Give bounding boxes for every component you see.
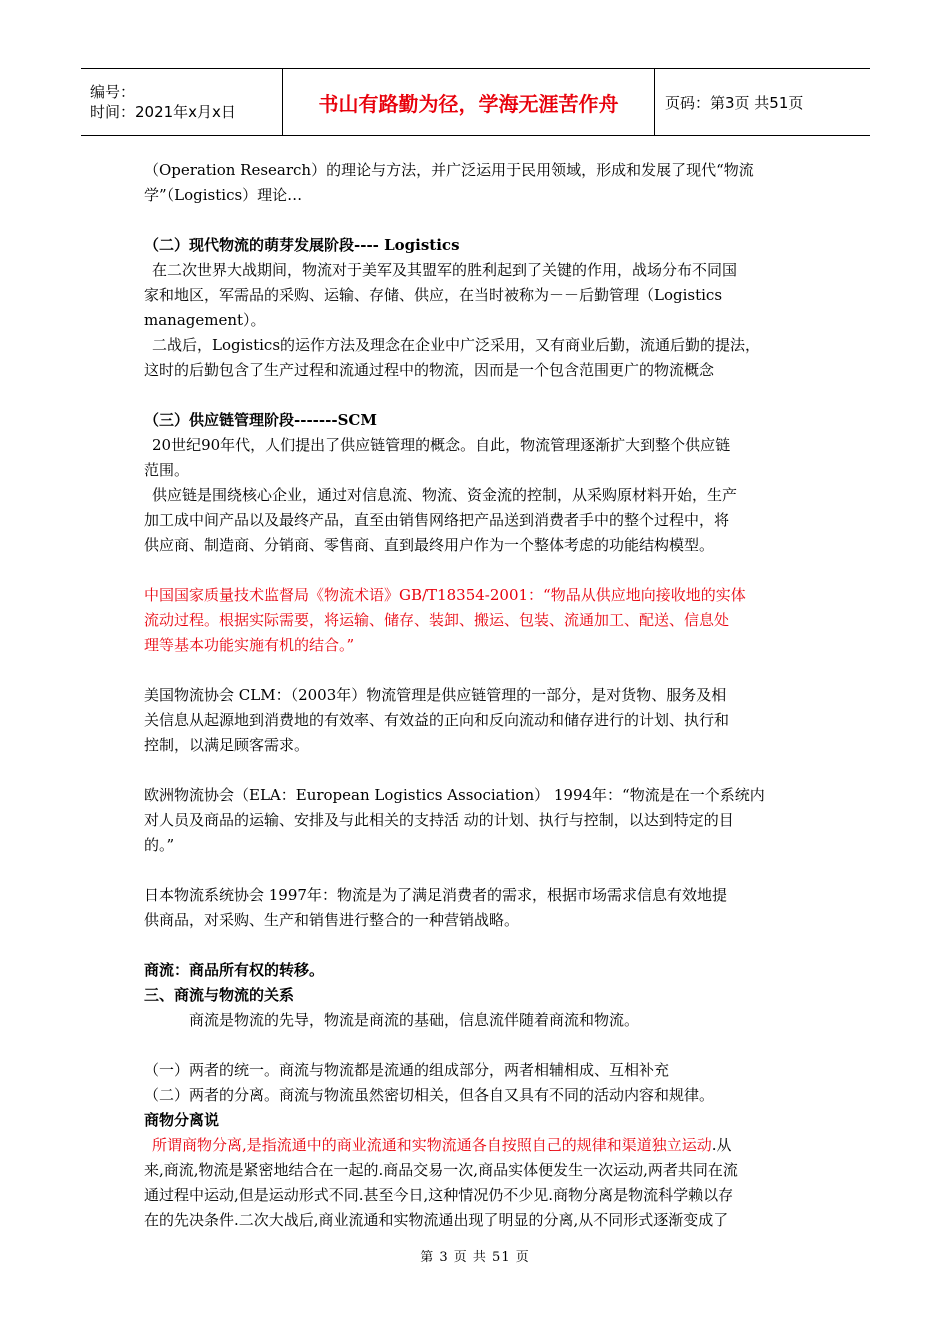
subheading-separation: 商物分离说: [144, 1111, 220, 1129]
page-header: [81, 68, 870, 136]
text-line: 通过程中运动,但是运动形式不同.甚至今日,这种情况仍不少见.商物分离是物流科学赖以存: [144, 1186, 734, 1204]
text-line: 供应商、制造商、分销商、零售商、直到最终用户作为一个整体考虑的功能结构模型。: [144, 536, 715, 554]
text-line: 20世纪90年代，人们提出了供应链管理的概念。自此，物流管理逐渐扩大到整个供应链: [152, 436, 731, 454]
motto-text: 书山有路勤为径，学海无涯苦作舟: [318, 91, 619, 116]
text-line: 范围。: [144, 461, 190, 479]
header-page-code: [655, 69, 870, 135]
text-line: 关信息从起源地到消费地的有效率、有效益的正向和反向流动和储存进行的计划、执行和: [144, 711, 730, 729]
text-line: 欧洲物流协会（ELA：European Logistics Association） 1994年：“物流是在一个系统内: [144, 786, 765, 804]
text-line: 学”（Logistics）理论…: [144, 186, 303, 204]
document-body: [144, 158, 814, 1233]
highlighted-text: 所谓商物分离,是指流通中的商业流通和实物流通各自按照自己的规律和渠道独立运动: [152, 1136, 712, 1154]
text-line: 商流是物流的先导，物流是商流的基础，信息流伴随着商流和物流。: [189, 1011, 640, 1029]
text-line: 理等基本功能实施有机的结合。”: [144, 636, 355, 654]
header-meta: [81, 69, 283, 135]
text-line: （二）两者的分离。商流与物流虽然密切相关，但各自又具有不同的活动内容和规律。: [144, 1086, 715, 1104]
text-line: [144, 1133, 814, 1158]
text-line: 日本物流系统协会 1997年：物流是为了满足消费者的需求，根据市场需求信息有效地提: [144, 886, 727, 904]
section-heading-relationship: 三、商流与物流的关系: [144, 986, 295, 1004]
text-line: 在的先决条件.二次大战后,商业流通和实物流通出现了明显的分离,从不同形式逐渐变成了: [144, 1211, 729, 1229]
serial-label: 编号：: [90, 83, 136, 101]
page-code-text: 页码：第3页 共51页: [665, 93, 804, 112]
header-motto: [283, 69, 655, 135]
text-line: 在二次世界大战期间，物流对于美军及其盟军的胜利起到了关键的作用，战场分布不同国: [152, 261, 738, 279]
page-footer: 第 3 页 共 51 页: [420, 1250, 530, 1265]
text-line: 对人员及商品的运输、安排及与此相关的支持活 动的计划、执行与控制，以达到特定的目: [144, 811, 734, 829]
text-line: 家和地区，军需品的采购、运输、存储、供应，在当时被称为－－后勤管理（Logistics: [144, 286, 723, 304]
text-line: management）。: [144, 311, 266, 329]
text-line: 中国国家质量技术监督局《物流术语》GB/T18354-2001：“物品从供应地向接收地的实体: [144, 586, 746, 604]
text-span: .从: [711, 1136, 732, 1154]
text-line: 控制，以满足顾客需求。: [144, 736, 310, 754]
section-heading-3: （三）供应链管理阶段-------SCM: [144, 411, 377, 429]
text-line: 流动过程。根据实际需要，将运输、储存、装卸、搬运、包装、流通加工、配送、信息处: [144, 611, 730, 629]
time-label: 时间：2021年x月x日: [90, 103, 236, 121]
text-line: 加工成中间产品以及最终产品，直至由销售网络把产品送到消费者手中的整个过程中，将: [144, 511, 730, 529]
text-line: 供商品，对采购、生产和销售进行整合的一种营销战略。: [144, 911, 520, 929]
text-line: 的。”: [144, 836, 175, 854]
text-line: 供应链是围绕核心企业，通过对信息流、物流、资金流的控制，从采购原材料开始，生产: [152, 486, 738, 504]
definition-heading: 商流：商品所有权的转移。: [144, 961, 325, 979]
text-line: 来,商流,物流是紧密地结合在一起的.商品交易一次,商品实体便发生一次运动,两者共同在流: [144, 1161, 738, 1179]
text-line: 美国物流协会 CLM：（2003年）物流管理是供应链管理的一部分，是对货物、服务及相: [144, 686, 727, 704]
text-line: （Operation Research）的理论与方法，并广泛运用于民用领域，形成和发展了现代“物流: [144, 161, 754, 179]
text-line: 二战后，Logistics的运作方法及理念在企业中广泛采用，又有商业后勤，流通后勤的提法，: [152, 336, 761, 354]
text-line: （一）两者的统一。商流与物流都是流通的组成部分，两者相辅相成、互相补充: [144, 1061, 670, 1079]
section-heading-2: （二）现代物流的萌芽发展阶段---- Logistics: [144, 236, 460, 254]
text-line: 这时的后勤包含了生产过程和流通过程中的物流，因而是一个包含范围更广的物流概念: [144, 361, 715, 379]
